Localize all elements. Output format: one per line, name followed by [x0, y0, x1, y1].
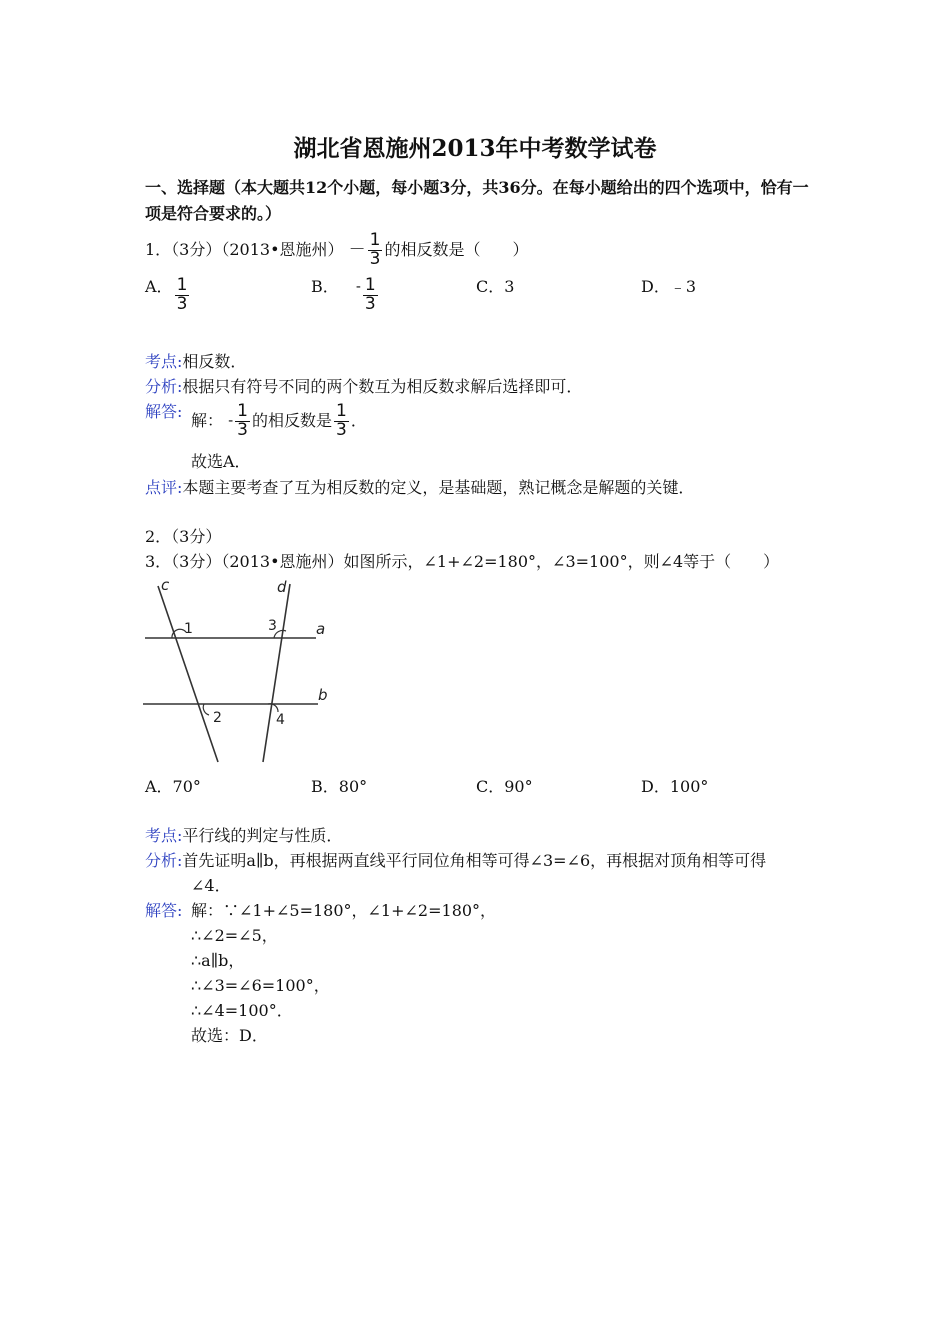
q1-jieda-mid: 的相反数是 — [252, 410, 333, 430]
q3-jieda-line: ∴∠3=∠6=100°， — [191, 976, 330, 995]
q1-option-c-text: 3 — [504, 277, 515, 296]
q1-option-c-label: C． — [476, 277, 505, 296]
q1-dianping-text: 本题主要考查了互为相反数的定义，是基础题，熟记概念是解题的关键． — [182, 478, 695, 497]
q1-minus: － — [348, 240, 366, 261]
q1-option-a-num: 1 — [176, 275, 188, 295]
q3-jieda-line: ∴∠4=100°． — [191, 1001, 293, 1020]
q1-prefix: 1．（3分）（2013•恩施州） — [145, 239, 344, 259]
q3-jieda-line: ∴a∥b， — [191, 951, 245, 970]
label-4: 4 — [276, 712, 285, 728]
q1-jieda-fraction-2 — [334, 403, 349, 440]
q1-dianping-label: 点评: — [145, 478, 183, 497]
q1-kaodian-text: 相反数． — [182, 352, 247, 371]
section-heading-line2: 项是符合要求的。） — [145, 204, 282, 223]
q3-figure — [140, 576, 330, 766]
q1-jieda-line2: 故选A． — [191, 452, 251, 471]
q1-fenxi-text: 根据只有符号不同的两个数互为相反数求解后选择即可． — [182, 377, 583, 396]
q3-option-a: A．70° — [145, 777, 201, 796]
q1-option-b-num: 1 — [364, 275, 376, 295]
q1-option-b — [311, 277, 380, 314]
q1-fenxi-label: 分析: — [145, 377, 183, 396]
q1-kaodian-label: 考点: — [145, 352, 183, 371]
q1-jieda-num2: 1 — [336, 401, 347, 421]
q1-frac-num: 1 — [369, 230, 381, 250]
line-d — [263, 584, 290, 762]
q1-fenxi — [145, 377, 582, 396]
q1-option-b-den: 3 — [364, 293, 376, 314]
q1-option-a-label: A． — [145, 277, 173, 296]
line-c — [158, 586, 218, 762]
angle-2-arc — [203, 704, 209, 715]
q1-fraction — [368, 232, 383, 269]
q3-fenxi-label: 分析: — [145, 851, 183, 870]
q1-suffix: 的相反数是（ ） — [384, 239, 529, 259]
q1-option-a-den: 3 — [176, 293, 188, 314]
q1-jieda-end: ． — [350, 410, 367, 430]
q1-option-d — [641, 277, 696, 296]
q1-kaodian — [145, 352, 246, 371]
q3-jieda-label: 解答: — [145, 901, 183, 920]
q1-option-b-fraction — [363, 277, 378, 314]
q3-jieda-line: ∴∠2=∠5， — [191, 926, 278, 945]
q1-option-b-label: B． — [311, 277, 339, 296]
q1-jieda-fraction-1 — [235, 403, 250, 440]
label-c: c — [161, 576, 170, 594]
q3-option-b: B．80° — [311, 777, 368, 796]
label-d: d — [277, 578, 287, 596]
q3-stem: 3．（3分）（2013•恩施州）如图所示，∠1+∠2=180°，∠3=100°，则∠4等于（ ） — [145, 552, 780, 571]
q1-frac-den: 3 — [369, 248, 381, 269]
q1-option-a-fraction — [175, 277, 190, 314]
q3-kaodian — [145, 826, 342, 845]
q1-option-b-sign: - — [355, 279, 361, 296]
q1-option-d-label: D． — [641, 277, 670, 296]
q1-option-a — [145, 277, 191, 314]
page-title: 湖北省恩施州2013年中考数学试卷 — [293, 135, 657, 162]
q1-stem — [145, 232, 528, 269]
angle-4-arc — [268, 704, 278, 712]
q3-fenxi — [145, 851, 766, 870]
label-a: a — [316, 620, 326, 638]
q1-option-c — [476, 277, 514, 296]
q3-kaodian-text: 平行线的判定与性质． — [182, 826, 343, 845]
q1-jieda-den1: 3 — [237, 419, 248, 440]
q1-jieda-prefix: 解： — [191, 410, 224, 430]
q1-jieda-num1: 1 — [237, 401, 248, 421]
q3-jieda-line: 故选：D． — [191, 1026, 268, 1045]
label-2: 2 — [213, 710, 222, 726]
q1-jieda-label: 解答: — [145, 402, 183, 421]
q1-jieda-sign: - — [228, 412, 234, 429]
q1-jieda-line1 — [191, 403, 367, 440]
q3-option-d: D．100° — [641, 777, 709, 796]
q3-jieda-line: 解：∵∠1+∠5=180°，∠1+∠2=180°， — [191, 901, 497, 920]
q3-fenxi-text-2: ∠4． — [191, 876, 231, 895]
q1-dianping — [145, 478, 694, 497]
label-1: 1 — [184, 621, 193, 637]
section-heading-line1: 一、选择题（本大题共12个小题，每小题3分，共36分。在每小题给出的四个选项中，恰有一 — [145, 178, 809, 197]
q3-option-c: C．90° — [476, 777, 533, 796]
label-b: b — [318, 686, 328, 704]
label-3: 3 — [268, 618, 277, 634]
q2-stem: 2．（3分） — [145, 527, 222, 546]
q1-jieda-den2: 3 — [336, 419, 347, 440]
q1-option-d-text: ﹣3 — [669, 277, 697, 296]
q3-fenxi-text-1: 首先证明a∥b，再根据两直线平行同位角相等可得∠3=∠6，再根据对顶角相等可得 — [182, 851, 767, 870]
q3-kaodian-label: 考点: — [145, 826, 183, 845]
